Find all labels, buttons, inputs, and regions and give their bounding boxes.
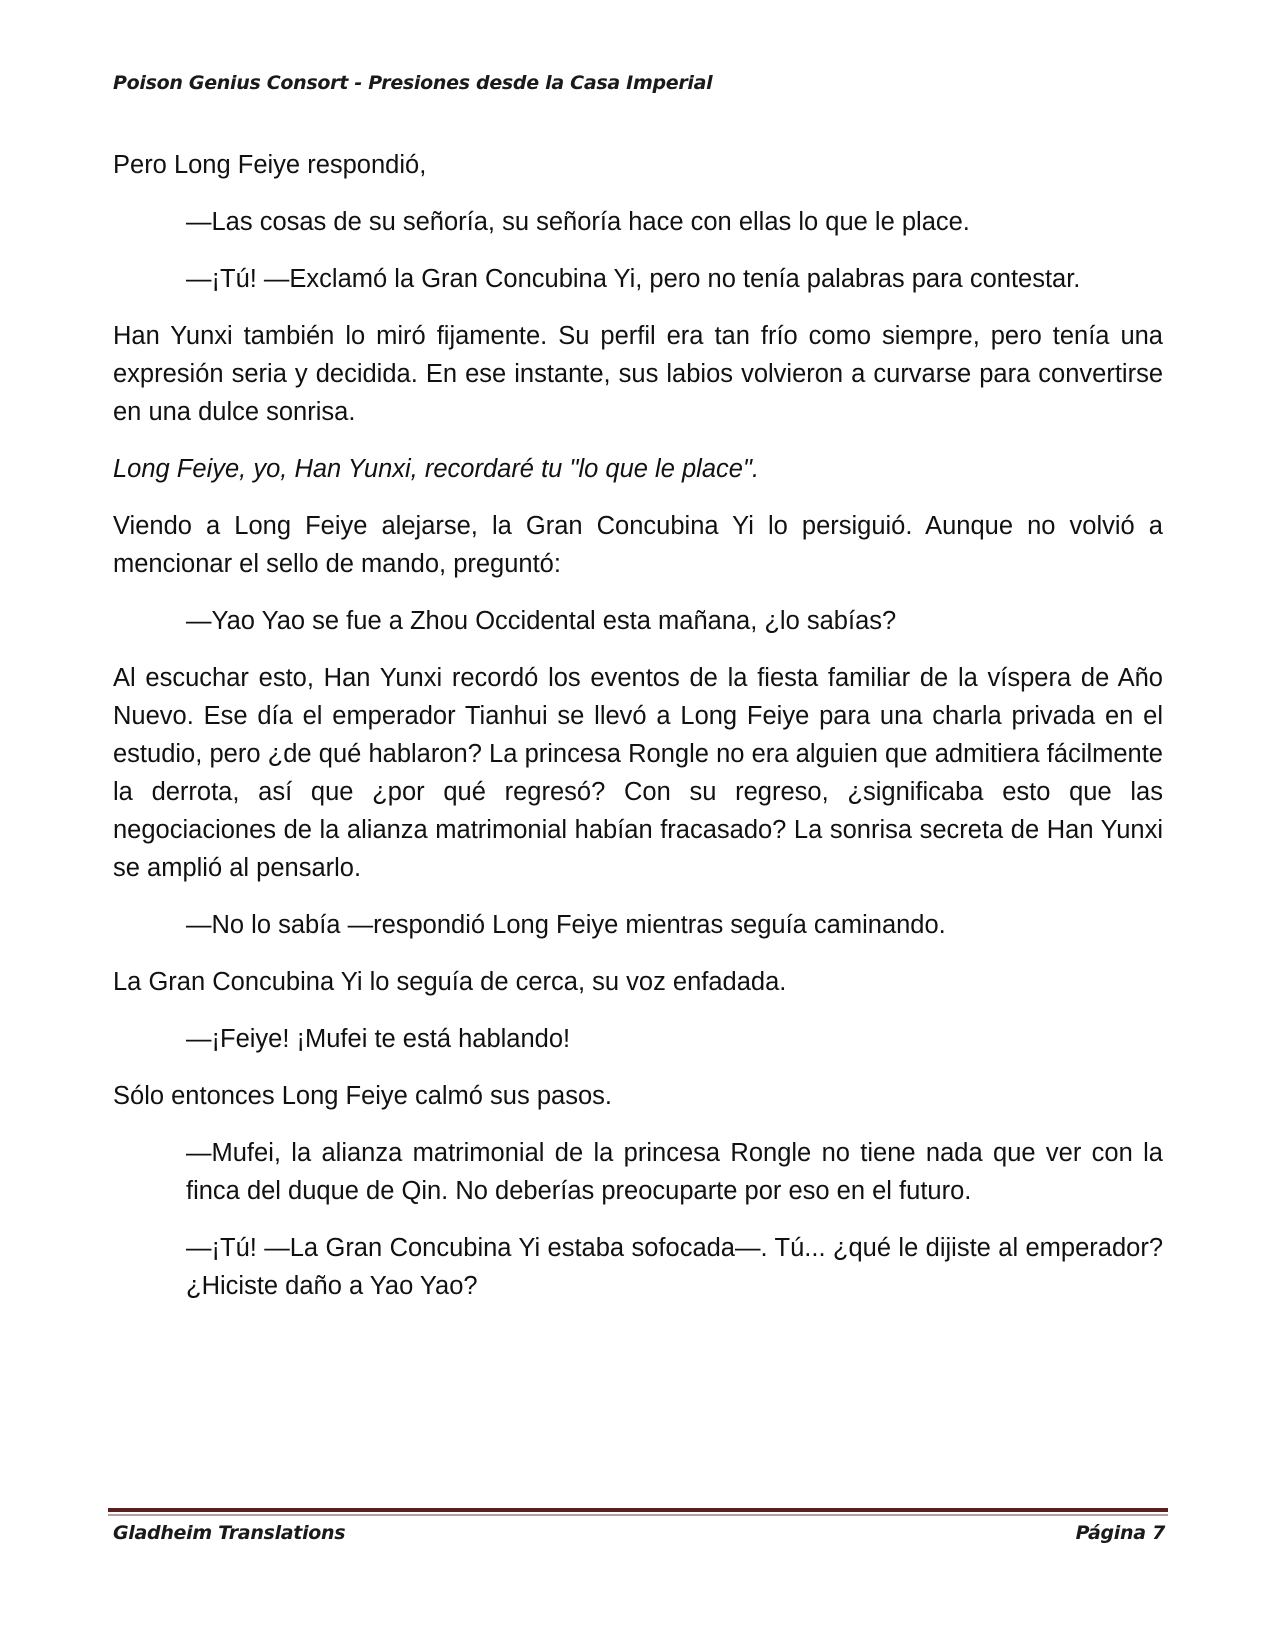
dialogue-paragraph: —¡Tú! —La Gran Concubina Yi estaba sofocada—. Tú... ¿qué le dijiste al emperador? ¿Hiciste daño a Yao Yao?	[186, 1234, 1163, 1300]
running-header: Poison Genius Consort - Presiones desde la Casa Imperial	[113, 72, 713, 94]
document-body	[113, 146, 1163, 1324]
paragraph: La Gran Concubina Yi lo seguía de cerca, su voz enfadada.	[113, 968, 787, 996]
dialogue-paragraph: —¡Feiye! ¡Mufei te está hablando!	[186, 1025, 571, 1053]
dialogue-paragraph: —Yao Yao se fue a Zhou Occidental esta mañana, ¿lo sabías?	[186, 607, 897, 635]
paragraph: Han Yunxi también lo miró fijamente. Su perfil era tan frío como siempre, pero tenía una expresión seria y decidida. En ese instante, sus labios volvieron a curvarse para convertirse en una dulce sonrisa.	[113, 322, 1163, 426]
thought-paragraph: Long Feiye, yo, Han Yunxi, recordaré tu "lo que le place".	[113, 455, 760, 483]
footer-divider	[108, 1508, 1168, 1512]
paragraph: Sólo entonces Long Feiye calmó sus pasos.	[113, 1082, 612, 1110]
footer-credit: Gladheim Translations	[113, 1522, 346, 1544]
dialogue-paragraph: —No lo sabía —respondió Long Feiye mientras seguía caminando.	[186, 911, 946, 939]
paragraph: Viendo a Long Feiye alejarse, la Gran Concubina Yi lo persiguió. Aunque no volvió a mencionar el sello de mando, preguntó:	[113, 512, 1163, 578]
dialogue-paragraph: —Mufei, la alianza matrimonial de la princesa Rongle no tiene nada que ver con la finca del duque de Qin. No deberías preocuparte por eso en el futuro.	[186, 1139, 1163, 1205]
paragraph: Al escuchar esto, Han Yunxi recordó los eventos de la fiesta familiar de la víspera de Año Nuevo. Ese día el emperador Tianhui se llevó a Long Feiye para una charla privada en el estudio, pero ¿de qué hablaron? La princesa Rongle no era alguien que admitiera fácilmente la derrota, así que ¿por qué regresó? Con su regreso, ¿significaba esto que las negociaciones de la alianza matrimonial habían fracasado? La sonrisa secreta de Han Yunxi se amplió al pensarlo.	[113, 664, 1163, 882]
paragraph: Pero Long Feiye respondió,	[113, 151, 427, 179]
page-number: Página 7	[1075, 1522, 1165, 1544]
footer-divider-shadow	[108, 1514, 1168, 1516]
dialogue-paragraph: —¡Tú! —Exclamó la Gran Concubina Yi, pero no tenía palabras para contestar.	[186, 265, 1081, 293]
dialogue-paragraph: —Las cosas de su señoría, su señoría hace con ellas lo que le place.	[186, 208, 970, 236]
